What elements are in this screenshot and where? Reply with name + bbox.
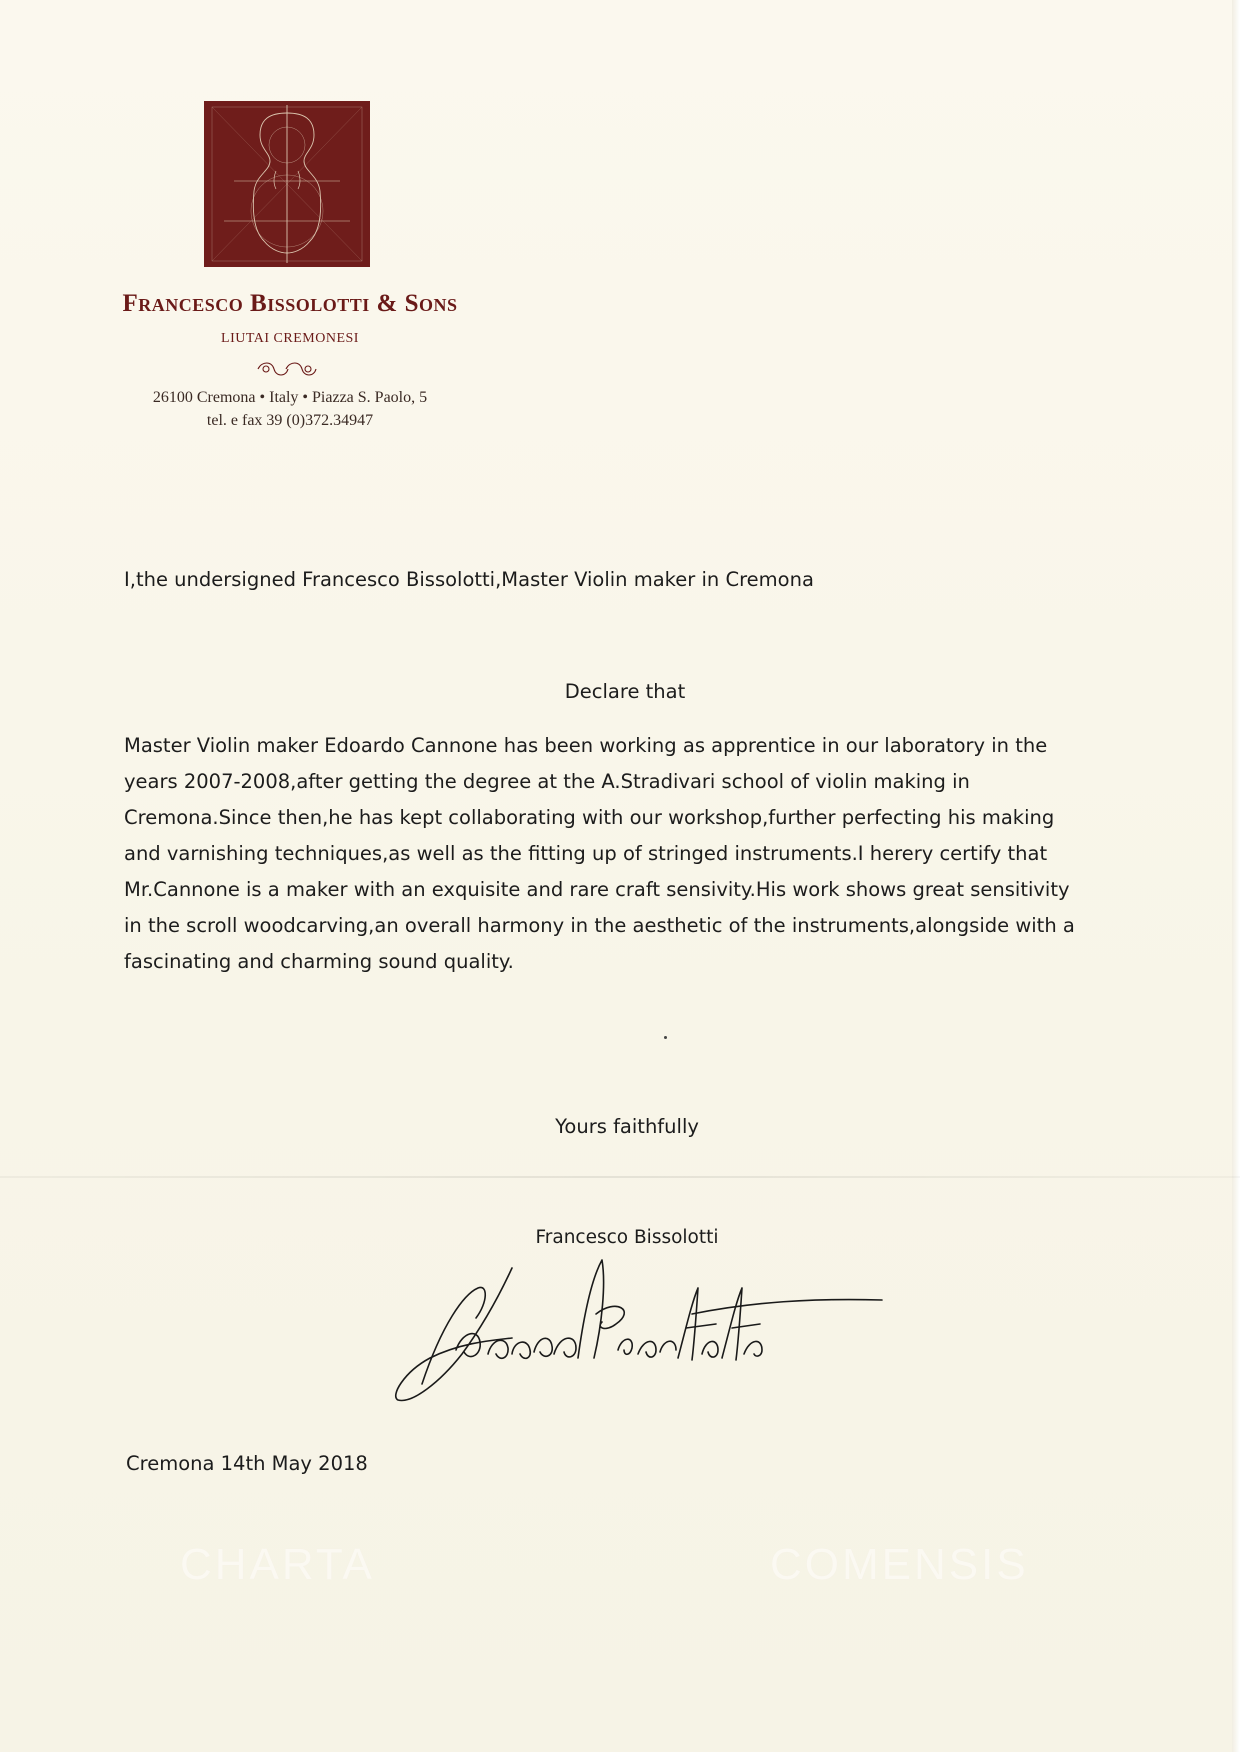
body-line: years 2007-2008,after getting the degree at the A.Stradivari school of violin making in [124,770,970,793]
closing-line: Yours faithfully [555,1115,699,1138]
body-line: Cremona.Since then,he has kept collaborating with our workshop,further perfecting his making [124,806,1055,829]
intro-line: I,the undersigned Francesco Bissolotti,Master Violin maker in Cremona [124,568,814,591]
address-line: 26100 Cremona • Italy • Piazza S. Paolo, 5 [152,389,428,406]
body-line: and varnishing techniques,as well as the fitting up of stringed instruments.I herery certify that [124,842,1048,865]
body-line: fascinating and charming sound quality. [124,950,514,973]
scroll-ornament-icon [254,359,320,377]
body-line: in the scroll woodcarving,an overall harmony in the aesthetic of the instruments,alongside with a [124,914,1075,937]
company-tagline: LIUTAI CREMONESI [221,331,359,346]
declaration-heading: Declare that [564,680,686,703]
watermark-left: CHARTA [180,1540,375,1589]
body-line: Master Violin maker Edoardo Cannone has been working as apprentice in our laboratory in the [124,734,1048,757]
violin-diagram-logo-icon [204,101,370,267]
handwritten-signature [392,1254,892,1414]
paper-fold-line [0,1176,1240,1178]
signer-name: Francesco Bissolotti [535,1227,719,1248]
company-name: Francesco Bissolotti & Sons [122,290,458,317]
phone-fax-line: tel. e fax 39 (0)372.34947 [206,412,374,429]
paper-edge [1232,0,1240,1752]
paper-speck [664,1036,667,1039]
place-and-date: Cremona 14th May 2018 [126,1452,368,1475]
body-line: Mr.Cannone is a maker with an exquisite and rare craft sensivity.His work shows great sensitivity [124,878,1070,901]
watermark-right: COMENSIS [770,1540,1029,1589]
